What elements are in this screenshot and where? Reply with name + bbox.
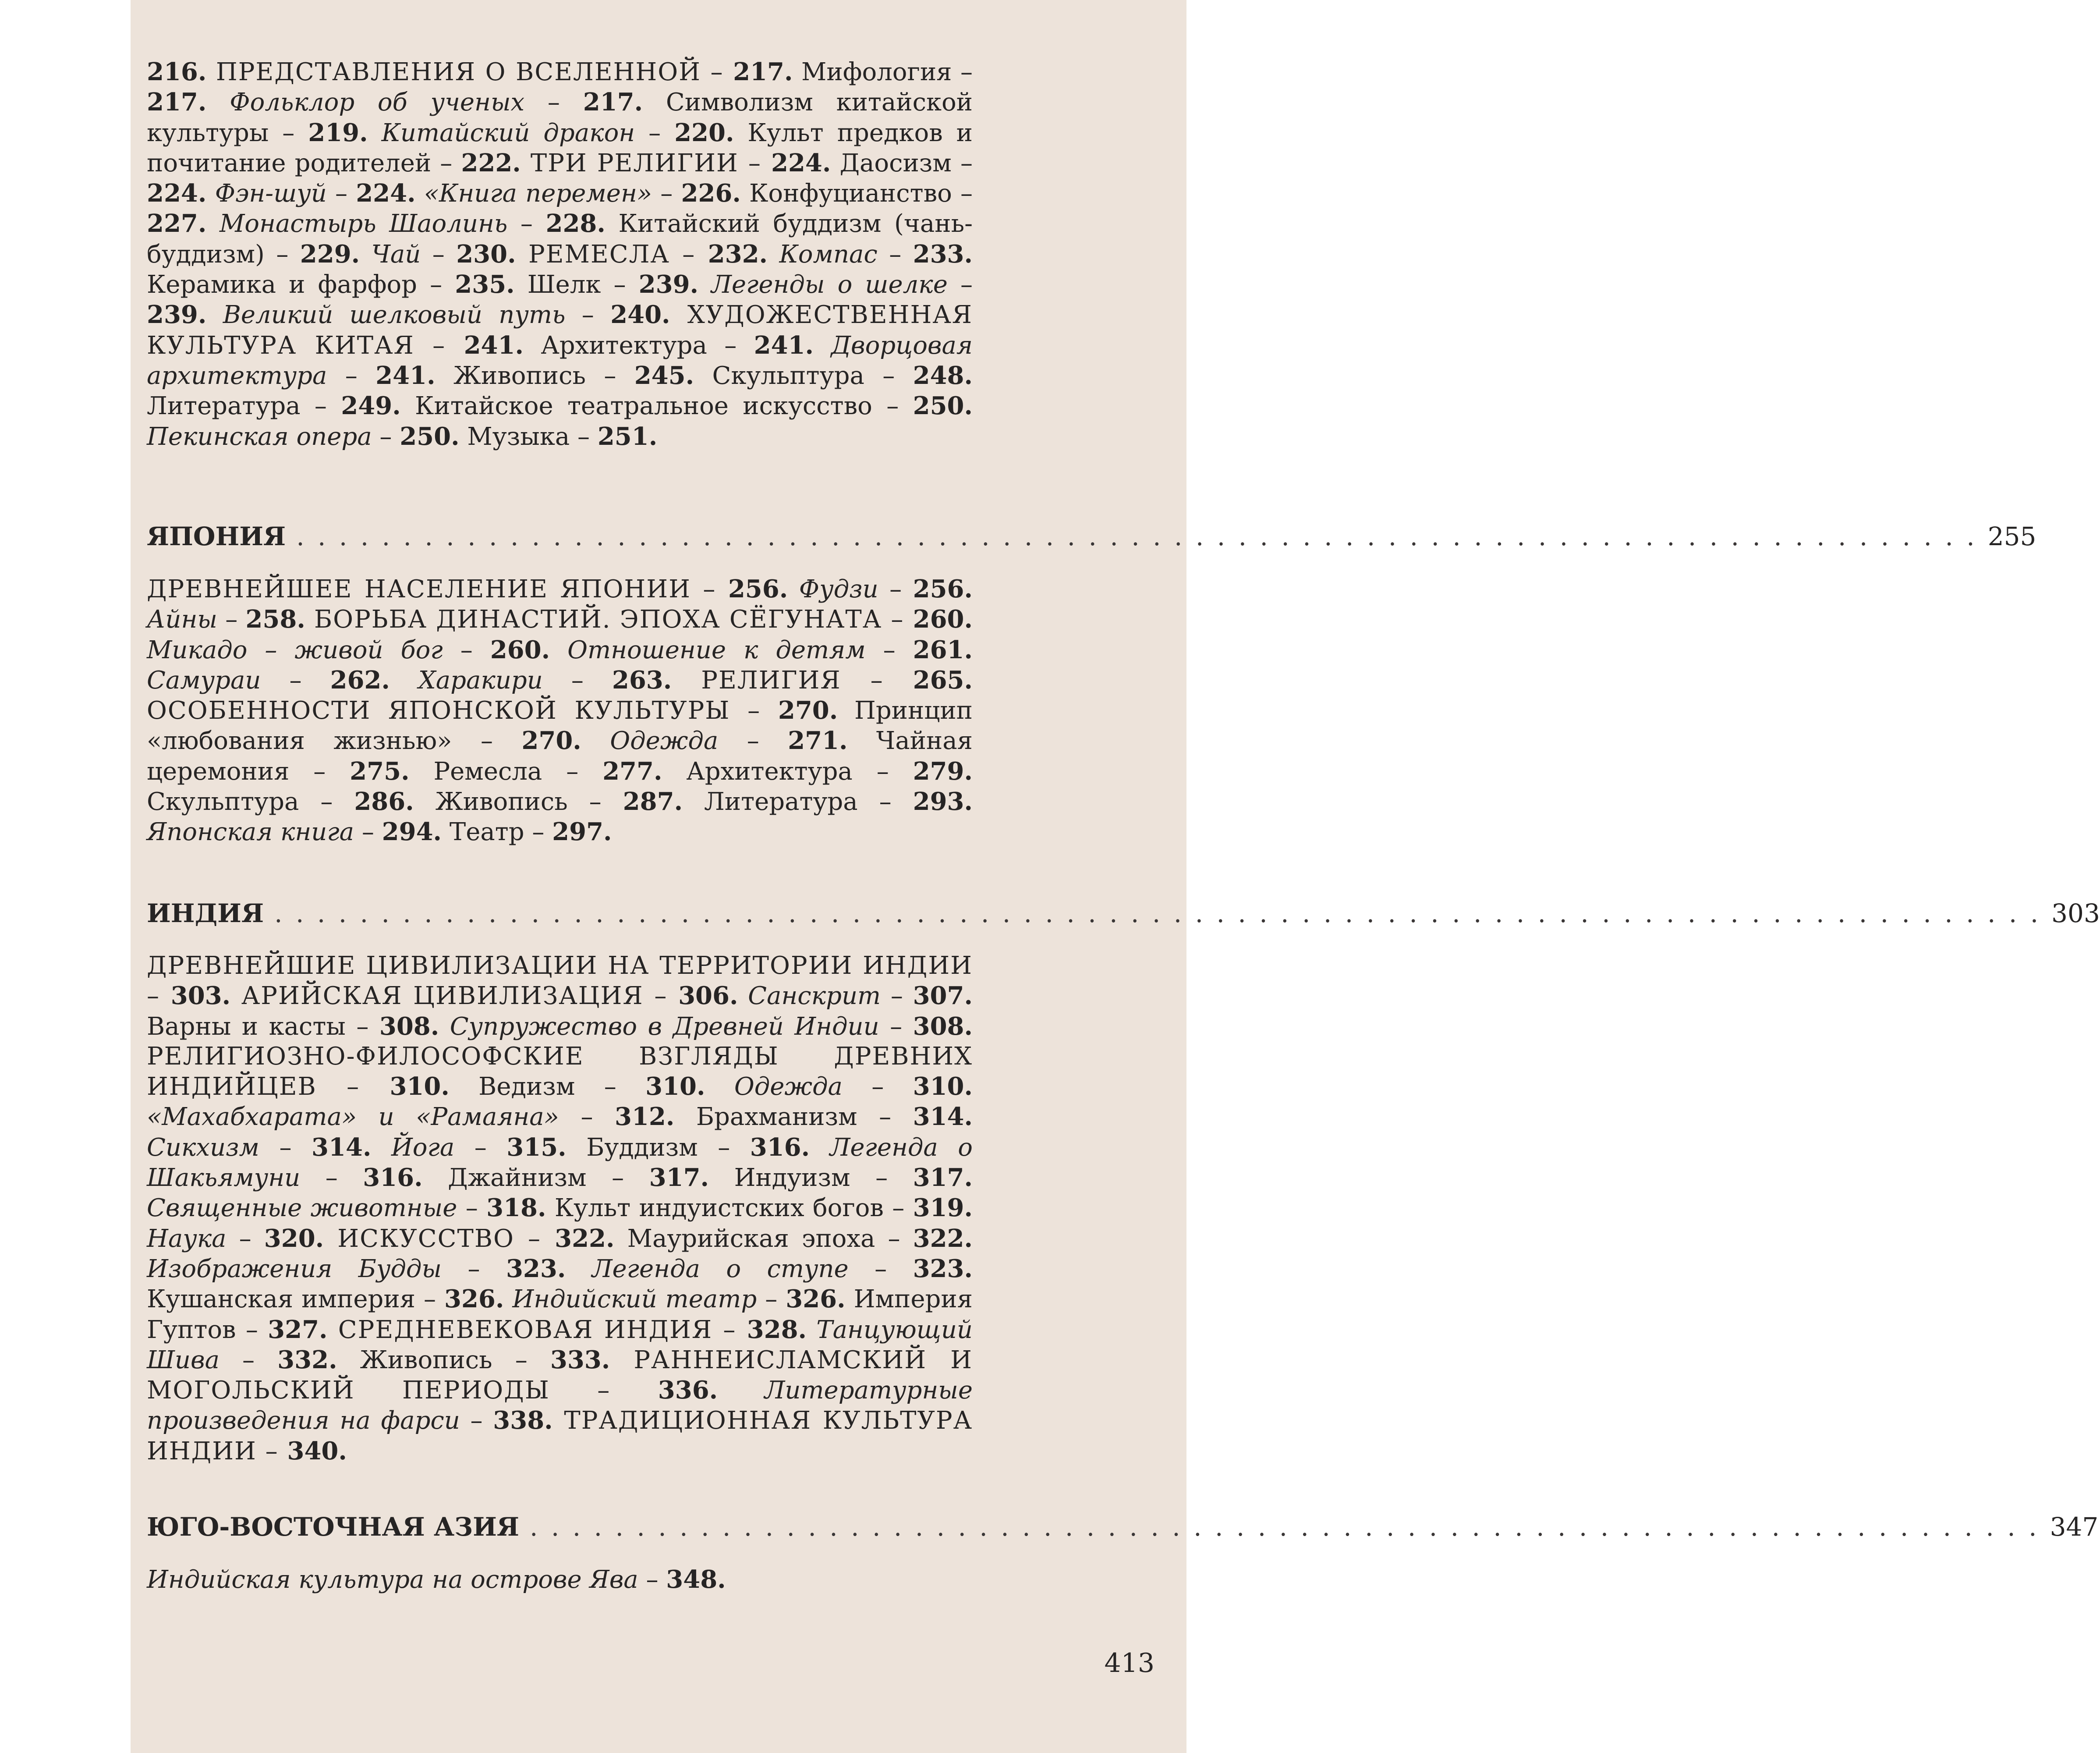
topic-text: Буддизм – [566, 1133, 750, 1162]
page-ref: 260. [913, 605, 973, 634]
toc-entry-title: ЮГО-ВОСТОЧНАЯ АЗИЯ [147, 1512, 520, 1542]
topic-text: Шелк – [514, 270, 639, 299]
topic-text: Живопись – [414, 788, 623, 816]
topic-italic: Индийская культура на острове Ява [147, 1565, 638, 1594]
page-ref: 262. [330, 665, 390, 695]
topic-text: – [848, 1254, 913, 1283]
topic-text: Ведизм – [449, 1072, 646, 1101]
topic-text: – [947, 270, 973, 299]
section-heading-caps: ОСОБЕННОСТИ ЯПОНСКОЙ КУЛЬТУРЫ – [147, 696, 778, 725]
page-ref: 233. [913, 239, 973, 269]
page-ref: 303. [170, 981, 231, 1011]
topic-text: Музыка – [459, 422, 598, 451]
topic-text: – [652, 179, 681, 208]
page-ref: 258. [245, 605, 305, 634]
topic-text: Архитектура – [523, 331, 754, 360]
topic-text: Керамика и фарфор – [147, 270, 455, 299]
india-contents-paragraph [147, 951, 973, 1466]
page-ref: 220. [674, 118, 734, 147]
page-ref: 226. [681, 179, 741, 208]
page-ref: 338. [493, 1406, 553, 1435]
page-ref: 317. [913, 1163, 973, 1192]
page-ref: 287. [623, 787, 683, 816]
section-heading-caps: ХУДОЖЕСТВЕННАЯ КУЛЬТУРА КИТАЯ – [147, 301, 973, 360]
topic-italic: Легенда о Шакьямуни [147, 1133, 973, 1192]
page-ref: 314. [913, 1102, 973, 1132]
topic-text: Маурийская эпоха – [614, 1224, 913, 1253]
page-ref: 333. [550, 1345, 610, 1374]
page-ref: 245. [634, 361, 694, 390]
page-ref: 340. [287, 1436, 347, 1466]
topic-italic: Великий шелковый путь [206, 301, 566, 330]
page-ref: 217. [147, 88, 207, 117]
section-heading-caps: ТРИ РЕЛИГИИ – [521, 149, 771, 177]
page-ref: 297. [552, 817, 612, 847]
page-ref: 250. [400, 422, 460, 451]
page-ref: 270. [521, 726, 581, 756]
toc-entry-page: 255 [1987, 522, 2036, 551]
topic-italic: Литературные произведения на фарси [147, 1376, 973, 1435]
page-ref: 263. [612, 665, 672, 695]
topic-text: Живопись – [435, 361, 634, 390]
topic-text: – [219, 1345, 278, 1374]
topic-text: Брахманизм – [674, 1103, 913, 1132]
topic-italic: Фольклор об ученых [206, 88, 525, 117]
topic-text: – [635, 118, 675, 147]
page-ref: 216. [147, 57, 207, 86]
topic-text: – [757, 1285, 786, 1314]
page-ref: 310. [390, 1072, 450, 1101]
page-ref: 279. [913, 756, 973, 786]
page-ref: 323. [506, 1254, 566, 1283]
page-ref: 277. [602, 756, 662, 786]
topic-text: – [842, 1072, 913, 1101]
topic-italic: Дворцовая архитектура [147, 331, 973, 390]
topic-italic: Одежда [705, 1072, 843, 1101]
page-ref: 241. [375, 361, 436, 390]
topic-text: Чайная церемония – [147, 727, 973, 786]
section-heading-caps: РЕМЕСЛА – [516, 240, 708, 269]
page-ref: 256. [728, 575, 788, 603]
topic-text: – [217, 605, 246, 634]
section-heading-caps: РЕЛИГИЯ – [672, 666, 913, 695]
page-ref: 322. [913, 1224, 973, 1253]
topic-text: Принцип «любования жизнью» – [147, 696, 973, 756]
topic-italic: Супружество в Древней Индии [439, 1012, 879, 1041]
topic-text: – [443, 635, 490, 664]
page-ref: 217. [733, 57, 793, 86]
page-ref: 239. [147, 300, 207, 330]
topic-text: – [460, 1406, 493, 1435]
topic-text: – [565, 301, 611, 330]
section-heading-caps: СРЕДНЕВЕКОВАЯ ИНДИЯ – [327, 1315, 747, 1344]
toc-entry-japan[interactable] [147, 522, 2036, 557]
topic-text: – [879, 1012, 913, 1041]
page-ref: 306. [678, 981, 738, 1011]
page-ref: 322. [555, 1224, 615, 1253]
topic-text: Китайский буддизм (чань-буддизм) – [147, 209, 973, 269]
southeast-asia-contents-paragraph [147, 1565, 973, 1595]
section-heading-caps: ДРЕВНЕЙШЕЕ НАСЕЛЕНИЕ ЯПОНИИ – [147, 575, 728, 603]
topic-text: Символизм китайской культуры – [147, 88, 973, 147]
page-ref: 232. [708, 239, 768, 269]
page-ref: 224. [771, 148, 831, 177]
topic-text: Даосизм – [831, 149, 973, 177]
page-ref: 241. [464, 330, 524, 360]
page-ref: 235. [455, 270, 515, 299]
topic-text: – [718, 727, 788, 756]
section-heading-caps: ДРЕВНЕЙШИЕ ЦИВИЛИЗАЦИИ НА ТЕРРИТОРИИ ИНДИИ – [147, 951, 973, 1011]
page-ref: 249. [341, 391, 401, 421]
page-ref: 271. [788, 726, 848, 756]
page-ref: 332. [277, 1345, 337, 1374]
china-contents-paragraph [147, 57, 973, 452]
topic-italic: Фэн-шуй [206, 179, 327, 208]
topic-text: – [877, 240, 913, 269]
topic-text: – [457, 1194, 487, 1223]
page-ref: 310. [645, 1072, 705, 1101]
topic-text: Кушанская империя – [147, 1285, 444, 1314]
topic-text: Архитектура – [662, 757, 913, 786]
topic-italic: Наука [147, 1224, 227, 1253]
topic-text: – [454, 1133, 507, 1162]
topic-text: – [638, 1565, 666, 1594]
page-ref: 316. [750, 1132, 810, 1162]
topic-text: Литература – [147, 392, 341, 421]
page-ref: 224. [356, 179, 416, 208]
topic-italic: Айны [147, 605, 217, 634]
dot-leader: . . . . . . . . . . . . . . . . . . . . . . . . . . . . . . . . . . . . . . . . . . . . . . . . . . . . . . . . . . . . . . . . . . . . . . . . . . . . . . . [296, 522, 1977, 551]
topic-text: Конфуцианство – [740, 179, 973, 208]
topic-text: Культ индуистских богов – [546, 1194, 913, 1223]
page-ref: 308. [379, 1011, 439, 1041]
page-ref: 261. [913, 635, 973, 664]
topic-text: – [300, 1164, 363, 1192]
topic-italic: «Махабхарата» и «Рамаяна» [147, 1103, 559, 1132]
topic-italic: Санскрит [738, 982, 881, 1011]
topic-italic: Одежда [581, 727, 719, 756]
page-ref: 320. [264, 1224, 324, 1253]
dot-leader: . . . . . . . . . . . . . . . . . . . . . . . . . . . . . . . . . . . . . . . . . . . . . . . . . . . . . . . . . . . . . . . . . . . . . . . . . . . . . . . . . . . [274, 898, 2041, 928]
page-ref: 222. [461, 148, 521, 177]
page-ref: 323. [913, 1254, 973, 1283]
topic-italic: «Книга перемен» [415, 179, 652, 208]
topic-text: – [261, 666, 330, 695]
topic-text: Джайнизм – [422, 1164, 649, 1192]
section-heading-caps: РЕЛИГИОЗНО-ФИЛОСОФСКИЕ ВЗГЛЯДЫ ДРЕВНИХ ИНДИЙЦЕВ – [147, 1042, 973, 1101]
topic-text: – [881, 982, 913, 1011]
page-ref: 348. [666, 1565, 726, 1594]
topic-text: Культ предков и почитание родителей – [147, 118, 973, 177]
topic-text: Индуизм – [709, 1164, 913, 1192]
topic-italic: Чай [360, 240, 421, 269]
topic-text: – [327, 361, 376, 390]
page-ref: 228. [545, 209, 606, 238]
page-ref: 256. [913, 575, 973, 603]
page-ref: 265. [913, 665, 973, 695]
topic-text: Живопись – [337, 1345, 550, 1374]
section-heading-caps: РАННЕИСЛАМСКИЙ И МОГОЛЬСКИЙ ПЕРИОДЫ – [147, 1345, 973, 1405]
page-ref: 326. [786, 1285, 846, 1314]
section-heading-caps: ИСКУССТВО – [324, 1224, 555, 1253]
topic-text: Литература – [683, 788, 913, 816]
topic-text: – [442, 1254, 506, 1283]
page-ref: 308. [913, 1011, 973, 1041]
dot-leader: . . . . . . . . . . . . . . . . . . . . . . . . . . . . . . . . . . . . . . . . . . . . . . . . . . . . . . . . . . . . . . . . . . . . . . . [530, 1512, 2040, 1542]
page-ref: 230. [456, 239, 516, 269]
topic-italic: Китайский дракон [368, 118, 635, 147]
topic-italic: Фудзи [788, 575, 878, 603]
topic-italic: Изображения Будды [147, 1254, 442, 1283]
toc-entry-title: ИНДИЯ [147, 898, 264, 928]
page-ref: 294. [382, 817, 442, 847]
topic-italic: Танцующий Шива [147, 1315, 973, 1374]
page-ref: 316. [363, 1163, 423, 1192]
topic-text: – [865, 635, 913, 664]
topic-text: – [507, 209, 546, 238]
page-ref: 224. [147, 179, 207, 208]
page-ref: 217. [583, 88, 643, 117]
page-ref: 310. [913, 1072, 973, 1101]
section-heading-caps: БОРЬБА ДИНАСТИЙ. ЭПОХА СЁГУНАТА – [305, 605, 913, 634]
topic-italic: Индийский театр [504, 1285, 757, 1314]
topic-text: Скульптура – [694, 361, 913, 390]
page-ref: 293. [913, 787, 973, 816]
section-heading-caps: ПРЕДСТАВЛЕНИЯ О ВСЕЛЕННОЙ – [206, 58, 733, 86]
page-number: 413 [1104, 1648, 1154, 1678]
topic-text: – [259, 1133, 312, 1162]
topic-text: Варны и касты – [147, 1012, 379, 1041]
topic-text: Империя Гуптов – [147, 1285, 973, 1344]
topic-text: – [878, 575, 913, 603]
page-ref: 318. [486, 1193, 546, 1223]
page-ref: 251. [597, 422, 658, 451]
topic-text: – [226, 1224, 264, 1253]
topic-italic: Легенды о шелке [698, 270, 948, 299]
page-ref: 314. [312, 1132, 372, 1162]
page-ref: 317. [649, 1163, 709, 1192]
page-ref: 328. [747, 1315, 807, 1344]
topic-italic: Монастырь Шаолинь [206, 209, 508, 238]
page-ref: 260. [490, 635, 550, 664]
topic-italic: Священные животные [147, 1194, 457, 1223]
topic-text: – [542, 666, 612, 695]
page-ref: 239. [638, 270, 699, 299]
topic-italic: Йога [371, 1133, 455, 1162]
page-ref: 312. [615, 1102, 675, 1132]
topic-italic: Микадо – живой бог [147, 635, 443, 664]
topic-text: – [326, 179, 356, 208]
page-ref: 241. [754, 330, 814, 360]
topic-text: Китайское театральное искусство – [400, 392, 913, 421]
section-heading-caps: ТРАДИЦИОННАЯ КУЛЬТУРА ИНДИИ – [147, 1406, 973, 1466]
page-ref: 250. [913, 391, 973, 421]
page-ref: 319. [913, 1193, 973, 1223]
page-ref: 315. [506, 1132, 567, 1162]
page-ref: 240. [610, 300, 670, 330]
topic-text: – [559, 1103, 615, 1132]
page-ref: 275. [350, 756, 410, 786]
japan-contents-paragraph [147, 574, 973, 848]
page-ref: 286. [354, 787, 414, 816]
topic-italic: Самураи [147, 666, 261, 695]
topic-italic: Компас [768, 240, 878, 269]
page-ref: 307. [913, 981, 973, 1011]
topic-text: – [421, 240, 457, 269]
page-ref: 326. [444, 1285, 504, 1314]
toc-entry-page: 347 [2050, 1512, 2099, 1542]
page-ref: 219. [308, 118, 368, 147]
page-ref: 229. [300, 239, 360, 269]
topic-italic: Японская книга [147, 818, 354, 847]
page-ref: 270. [778, 696, 838, 725]
topic-italic: Сикхизм [147, 1133, 259, 1162]
toc-entry-india[interactable] [147, 898, 2100, 933]
page-ref: 336. [658, 1376, 718, 1405]
toc-entry-southeast-asia[interactable] [147, 1512, 2099, 1547]
topic-text: Театр – [442, 818, 552, 847]
section-heading-caps: АРИЙСКАЯ ЦИВИЛИЗАЦИЯ – [230, 982, 679, 1011]
topic-italic: Пекинская опера [147, 422, 372, 451]
toc-entry-title: ЯПОНИЯ [147, 522, 286, 551]
topic-text: Скульптура – [147, 788, 354, 816]
topic-text: – [524, 88, 583, 117]
topic-italic: Отношение к детям [550, 635, 866, 664]
topic-italic: Легенда о ступе [566, 1254, 849, 1283]
topic-text: – [372, 422, 400, 451]
page-ref: 248. [913, 361, 973, 390]
page-ref: 327. [268, 1315, 328, 1344]
topic-text: Ремесла – [409, 757, 603, 786]
topic-text: – [354, 818, 382, 847]
toc-entry-page: 303 [2051, 898, 2100, 928]
page-ref: 227. [147, 209, 207, 238]
topic-italic: Харакири [390, 666, 543, 695]
topic-text: Мифология – [793, 58, 973, 86]
